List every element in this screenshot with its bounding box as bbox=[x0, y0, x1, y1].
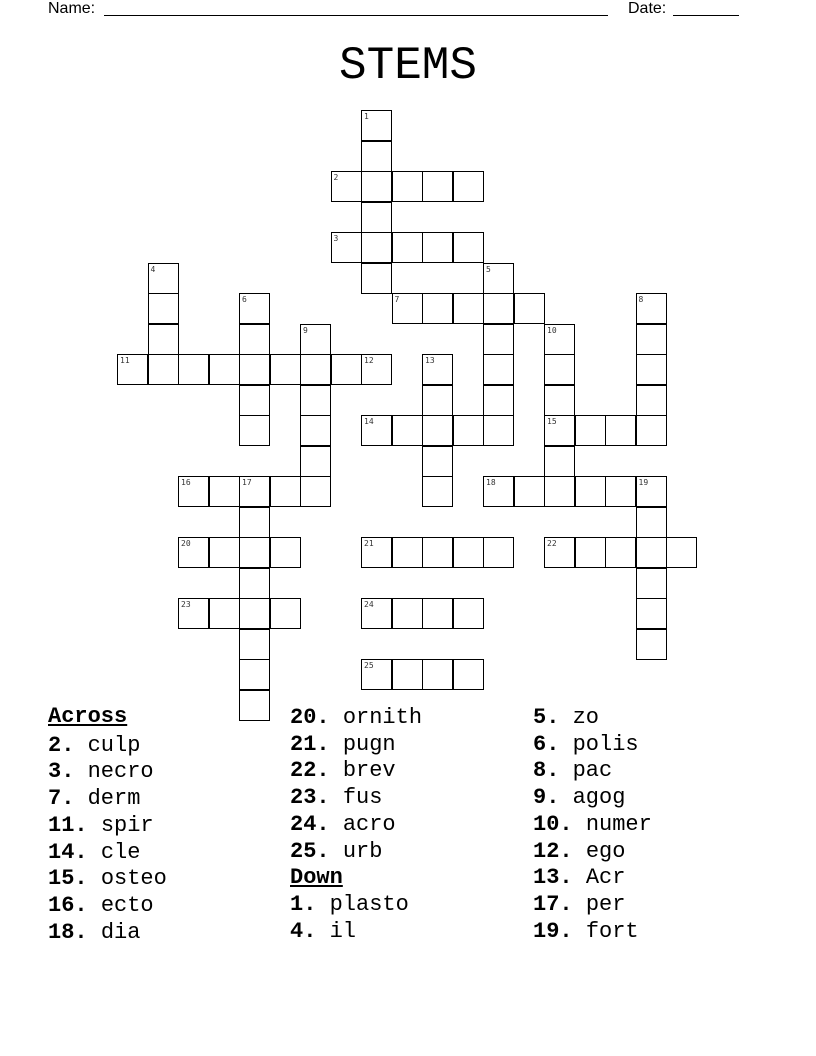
grid-cell[interactable] bbox=[636, 476, 667, 507]
grid-cell[interactable] bbox=[361, 415, 392, 446]
grid-cell[interactable] bbox=[209, 598, 240, 629]
grid-cell[interactable] bbox=[453, 537, 484, 568]
grid-cell[interactable] bbox=[636, 507, 667, 538]
grid-cell[interactable] bbox=[453, 598, 484, 629]
grid-cell[interactable] bbox=[483, 293, 514, 324]
grid-cell[interactable] bbox=[361, 598, 392, 629]
grid-cell[interactable] bbox=[636, 629, 667, 660]
grid-cell[interactable] bbox=[270, 476, 301, 507]
grid-cell[interactable] bbox=[636, 293, 667, 324]
grid-cell[interactable] bbox=[453, 293, 484, 324]
clue-across-21: 21. pugn bbox=[290, 731, 396, 757]
grid-cell[interactable] bbox=[300, 446, 331, 477]
grid-cell[interactable] bbox=[636, 568, 667, 599]
clue-column-3 bbox=[533, 705, 652, 945]
grid-cell[interactable] bbox=[422, 293, 453, 324]
grid-cell[interactable] bbox=[392, 232, 423, 263]
grid-cell[interactable] bbox=[361, 202, 392, 233]
clue-down-13: 13. Acr bbox=[533, 865, 626, 891]
grid-cell[interactable] bbox=[422, 354, 453, 385]
grid-cell[interactable] bbox=[148, 354, 179, 385]
grid-cell[interactable] bbox=[422, 537, 453, 568]
clue-down-8: 8. pac bbox=[533, 758, 613, 784]
cell-number: 12 bbox=[364, 356, 374, 365]
clue-across-2: 2. culp bbox=[48, 732, 141, 758]
grid-cell[interactable] bbox=[361, 354, 392, 385]
cell-number: 15 bbox=[547, 417, 557, 426]
grid-cell[interactable] bbox=[209, 537, 240, 568]
grid-cell[interactable] bbox=[422, 232, 453, 263]
clue-across-20: 20. ornith bbox=[290, 705, 423, 730]
grid-cell[interactable] bbox=[392, 171, 423, 202]
cell-number: 11 bbox=[120, 356, 130, 365]
grid-cell[interactable] bbox=[422, 476, 453, 507]
cell-number: 4 bbox=[150, 264, 156, 274]
grid-cell[interactable] bbox=[178, 354, 209, 385]
grid-cell[interactable] bbox=[544, 354, 575, 385]
grid-cell[interactable] bbox=[544, 324, 575, 355]
grid-cell[interactable] bbox=[422, 385, 453, 416]
clue-column-1 bbox=[48, 704, 167, 946]
grid-cell[interactable] bbox=[605, 415, 636, 446]
grid-cell[interactable] bbox=[239, 476, 270, 507]
cell-number: 1 bbox=[364, 112, 369, 121]
grid-cell[interactable] bbox=[331, 354, 362, 385]
grid-cell[interactable] bbox=[331, 232, 362, 263]
cell-number: 9 bbox=[303, 325, 308, 335]
grid-cell[interactable] bbox=[453, 659, 484, 690]
grid-cell[interactable] bbox=[483, 354, 514, 385]
clue-across-18: 18. dia bbox=[48, 919, 141, 945]
clue-down-4: 4. il bbox=[290, 918, 357, 944]
clue-down-12: 12. ego bbox=[533, 838, 626, 864]
cell-number: 18 bbox=[486, 478, 496, 487]
grid-cell[interactable] bbox=[300, 354, 331, 385]
grid-cell[interactable] bbox=[392, 537, 423, 568]
grid-cell[interactable] bbox=[361, 232, 392, 263]
grid-cell[interactable] bbox=[209, 476, 240, 507]
date-label: Date: bbox=[628, 0, 667, 17]
grid-cell[interactable] bbox=[422, 446, 453, 477]
grid-cell[interactable] bbox=[636, 537, 667, 568]
grid-cell[interactable] bbox=[239, 690, 270, 721]
grid-cell[interactable] bbox=[300, 476, 331, 507]
grid-cell[interactable] bbox=[605, 537, 636, 568]
grid-cell[interactable] bbox=[361, 263, 392, 294]
grid-cell[interactable] bbox=[270, 598, 301, 629]
clue-down-10: 10. numer bbox=[533, 811, 652, 837]
cell-number: 22 bbox=[547, 539, 557, 548]
across-heading: Across bbox=[48, 704, 128, 729]
grid-cell[interactable] bbox=[483, 476, 514, 507]
grid-cell[interactable] bbox=[483, 385, 514, 416]
clue-across-7: 7. derm bbox=[48, 786, 141, 812]
grid-cell[interactable] bbox=[636, 415, 667, 446]
grid-cell[interactable] bbox=[300, 415, 331, 446]
grid-cell[interactable] bbox=[300, 385, 331, 416]
cell-number: 7 bbox=[394, 295, 400, 304]
cell-number: 19 bbox=[638, 478, 649, 487]
grid-cell[interactable] bbox=[544, 446, 575, 477]
grid-cell[interactable] bbox=[483, 415, 514, 446]
grid-cell[interactable] bbox=[483, 263, 514, 294]
grid-cell[interactable] bbox=[239, 659, 270, 690]
grid-cell[interactable] bbox=[361, 171, 392, 202]
grid-cell[interactable] bbox=[361, 110, 392, 141]
cell-number: 24 bbox=[364, 600, 374, 609]
grid-cell[interactable] bbox=[544, 415, 575, 446]
cell-number: 25 bbox=[364, 661, 374, 670]
grid-cell[interactable] bbox=[209, 354, 240, 385]
clue-across-22: 22. brev bbox=[290, 758, 396, 784]
grid-cell[interactable] bbox=[239, 324, 270, 355]
grid-cell[interactable] bbox=[178, 598, 209, 629]
down-heading: Down bbox=[290, 865, 343, 891]
grid-cell[interactable] bbox=[239, 537, 270, 568]
grid-cell[interactable] bbox=[514, 476, 545, 507]
cell-number: 3 bbox=[333, 234, 339, 243]
page-title: STEMS bbox=[338, 40, 478, 92]
name-label: Name: bbox=[48, 0, 96, 17]
cell-number: 21 bbox=[364, 539, 374, 548]
grid-cell[interactable] bbox=[636, 385, 667, 416]
cell-number: 23 bbox=[181, 600, 191, 609]
grid-cell[interactable] bbox=[361, 141, 392, 172]
grid-cell[interactable] bbox=[239, 354, 270, 385]
clue-across-25: 25. urb bbox=[290, 838, 383, 864]
grid-cell[interactable] bbox=[361, 659, 392, 690]
grid-cell[interactable] bbox=[178, 476, 209, 507]
clue-across-15: 15. osteo bbox=[48, 866, 167, 892]
grid-cell[interactable] bbox=[575, 537, 606, 568]
cell-number: 10 bbox=[547, 325, 557, 335]
grid-cell[interactable] bbox=[392, 598, 423, 629]
grid-cell[interactable] bbox=[361, 537, 392, 568]
grid-cell[interactable] bbox=[178, 537, 209, 568]
grid-cell[interactable] bbox=[148, 263, 179, 294]
grid-cell[interactable] bbox=[270, 354, 301, 385]
grid-cell[interactable] bbox=[239, 293, 270, 324]
cell-number: 13 bbox=[425, 356, 435, 365]
grid-cell[interactable] bbox=[636, 324, 667, 355]
grid-cell[interactable] bbox=[239, 415, 270, 446]
grid-cell[interactable] bbox=[422, 171, 453, 202]
clue-across-3: 3. necro bbox=[48, 759, 154, 785]
cell-number: 16 bbox=[181, 478, 191, 487]
grid-cell[interactable] bbox=[148, 324, 179, 355]
clue-across-23: 23. fus bbox=[290, 785, 383, 811]
grid-cell[interactable] bbox=[666, 537, 697, 568]
grid-cell[interactable] bbox=[239, 507, 270, 538]
cell-number: 2 bbox=[333, 173, 339, 182]
grid-cell[interactable] bbox=[239, 598, 270, 629]
clue-down-5: 5. zo bbox=[533, 705, 600, 730]
clue-across-16: 16. ecto bbox=[48, 892, 154, 918]
grid-cell[interactable] bbox=[239, 629, 270, 660]
grid-cell[interactable] bbox=[544, 537, 575, 568]
cell-number: 5 bbox=[486, 264, 491, 274]
grid-cell[interactable] bbox=[636, 354, 667, 385]
grid-cell[interactable] bbox=[239, 568, 270, 599]
grid-cell[interactable] bbox=[392, 415, 423, 446]
grid-cell[interactable] bbox=[483, 537, 514, 568]
grid-cell[interactable] bbox=[575, 476, 606, 507]
grid-cell[interactable] bbox=[544, 385, 575, 416]
cell-number: 14 bbox=[364, 417, 374, 426]
grid-cell[interactable] bbox=[270, 537, 301, 568]
grid-cell[interactable] bbox=[392, 659, 423, 690]
grid-cell[interactable] bbox=[392, 293, 423, 324]
grid-cell[interactable] bbox=[636, 598, 667, 629]
clue-across-11: 11. spir bbox=[48, 812, 154, 838]
grid-cell[interactable] bbox=[483, 324, 514, 355]
grid-cell[interactable] bbox=[544, 476, 575, 507]
grid-cell[interactable] bbox=[453, 415, 484, 446]
grid-cell[interactable] bbox=[422, 415, 453, 446]
grid-cell[interactable] bbox=[605, 476, 636, 507]
cell-number: 20 bbox=[181, 539, 191, 548]
grid-cell[interactable] bbox=[117, 354, 148, 385]
grid-cell[interactable] bbox=[148, 293, 179, 324]
grid-cell[interactable] bbox=[422, 598, 453, 629]
clue-across-24: 24. acro bbox=[290, 811, 396, 837]
clue-down-9: 9. agog bbox=[533, 785, 626, 811]
grid-cell[interactable] bbox=[239, 385, 270, 416]
grid-cell[interactable] bbox=[453, 171, 484, 202]
cell-number: 6 bbox=[242, 295, 247, 304]
clue-down-1: 1. plasto bbox=[290, 891, 409, 917]
grid-cell[interactable] bbox=[575, 415, 606, 446]
cell-number: 8 bbox=[638, 295, 644, 304]
grid-cell[interactable] bbox=[514, 293, 545, 324]
clue-down-19: 19. fort bbox=[533, 918, 639, 944]
grid-cell[interactable] bbox=[422, 659, 453, 690]
clue-across-14: 14. cle bbox=[48, 839, 141, 865]
grid-cell[interactable] bbox=[453, 232, 484, 263]
grid-cell[interactable] bbox=[300, 324, 331, 355]
clue-down-17: 17. per bbox=[533, 891, 626, 917]
clue-column-2 bbox=[290, 705, 422, 945]
grid-cell[interactable] bbox=[331, 171, 362, 202]
cell-number: 17 bbox=[242, 478, 252, 487]
clue-down-6: 6. polis bbox=[533, 731, 639, 757]
